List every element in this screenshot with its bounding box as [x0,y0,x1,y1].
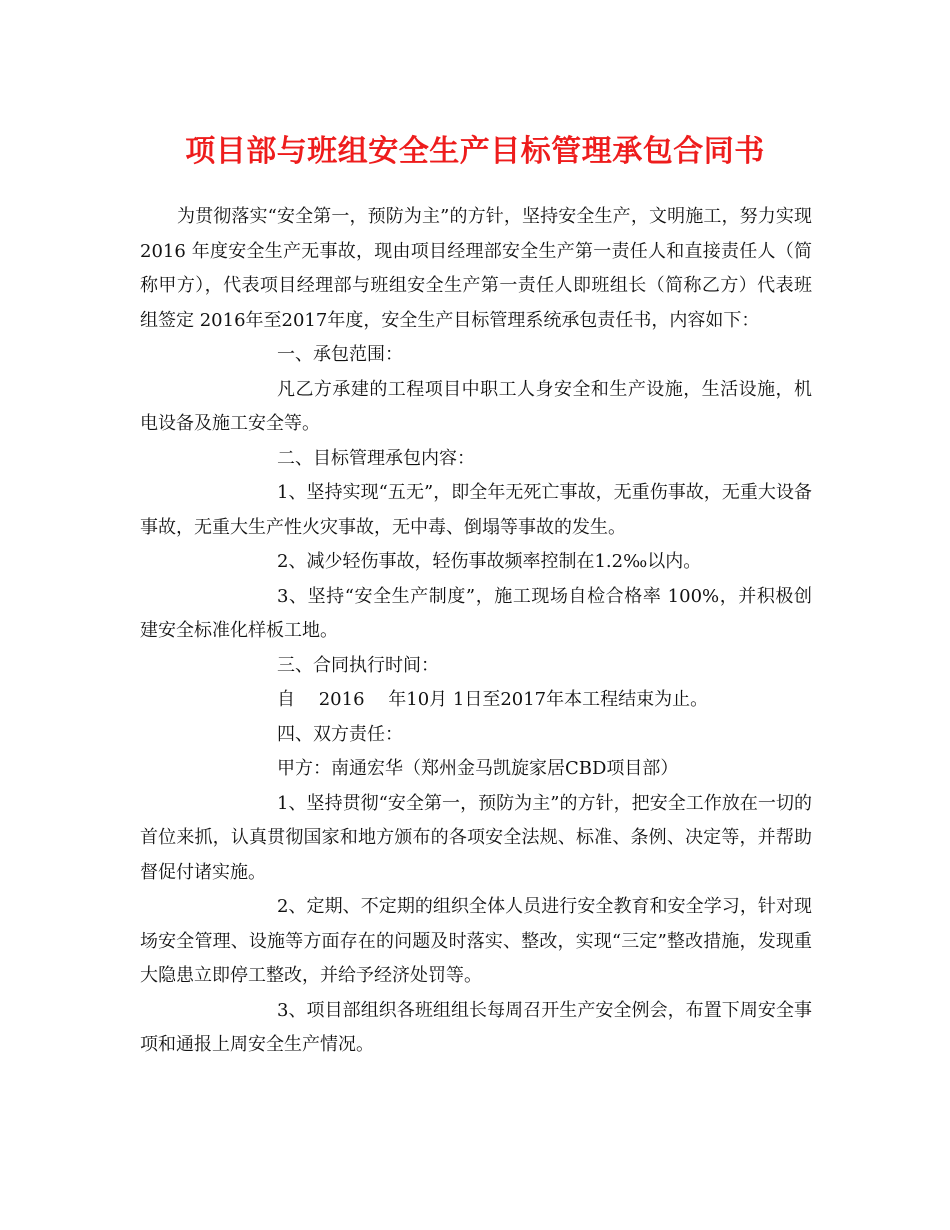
section-heading-scope: 一、承包范围： [277,344,403,365]
section-heading-targets: 二、目标管理承包内容： [277,447,475,469]
party-a-duty-2: 2、定期、不定期的组织全体人员进行安全教育和安全学习，针对现场安全管理、设施等方面存在的问题及时落实、整改，实现“三定”整改措施，发现重大隐患立即停工整改，并给予经济处罚等。 [140,896,812,986]
target-item-1: 1、坚持实现“五无”，即全年无死亡事故，无重伤事故，无重大设备事故，无重大生产性火灾事故，无中毒、倒塌等事故的发生。 [140,482,812,538]
document-body [140,200,830,1063]
party-a-duty-3: 3、项目部组织各班组组长每周召开生产安全例会，布置下周安全事项和通报上周安全生产情况。 [140,999,812,1055]
term-paragraph: 自 2016 年10月 1日至2017年本工程结束为止。 [277,689,709,710]
document-title: 项目部与班组安全生产目标管理承包合同书 [185,134,765,169]
scope-paragraph: 凡乙方承建的工程项目中职工人身安全和生产设施，生活设施，机电设备及施工安全等。 [140,378,812,434]
section-heading-term: 三、合同执行时间： [277,654,439,676]
party-a-duty-1: 1、坚持贯彻“安全第一，预防为主”的方针，把安全工作放在一切的首位来抓，认真贯彻国家和地方颁布的各项安全法规、标准、条例、决定等，并帮助督促付诸实施。 [140,792,812,883]
target-item-3: 3、坚持“安全生产制度”，施工现场自检合格率 100%，并积极创建安全标准化样板工地。 [140,585,812,641]
intro-paragraph: 为贯彻落实“安全第一，预防为主”的方针，坚持安全生产，文明施工，努力实现 2016 年度安全生产无事故，现由项目经理部安全生产第一责任人和直接责任人（简称甲方），代表项目经理部与班组安全生产第一责任人即班组长（简称乙方）代表班组签定 2016年至2017年度，安全生产目标管理系统承包责任书，内容如下： [140,206,830,331]
party-a-line: 甲方：南通宏华（郑州金马凯旋家居CBD项目部） [277,758,679,779]
target-item-2: 2、减少轻伤事故，轻伤事故频率控制在1.2‰以内。 [277,551,702,572]
section-heading-duties: 四、双方责任： [277,723,403,745]
